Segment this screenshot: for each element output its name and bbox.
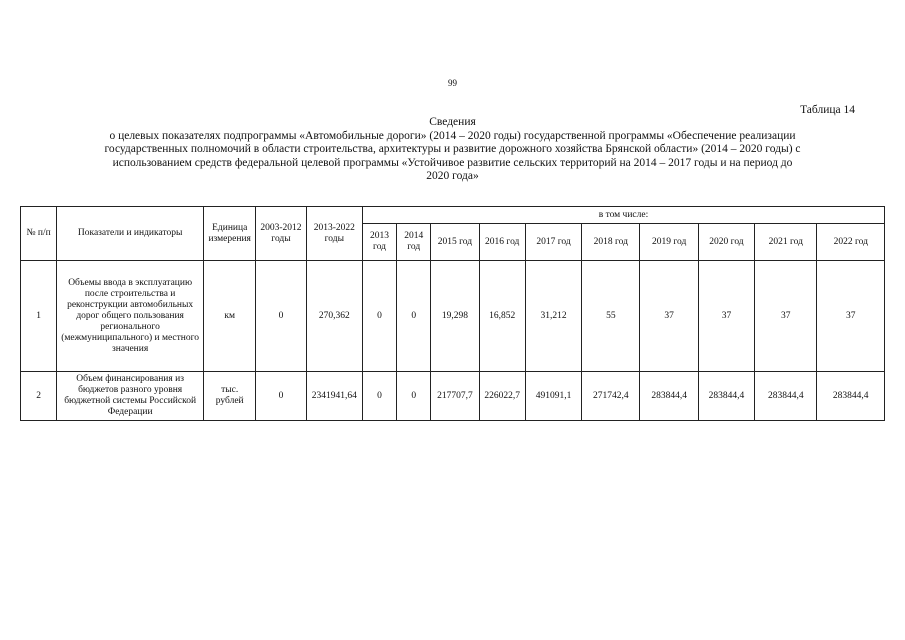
cell-year-value: 31,212 bbox=[525, 261, 581, 372]
cell-year-value: 283844,4 bbox=[698, 372, 754, 421]
cell-num: 2 bbox=[21, 372, 57, 421]
header-year: 2022 год bbox=[817, 224, 885, 261]
cell-year-value: 37 bbox=[698, 261, 754, 372]
header-period-2013-2022: 2013-2022 годы bbox=[306, 207, 362, 261]
cell-unit: км bbox=[204, 261, 256, 372]
header-year: 2014 год bbox=[397, 224, 431, 261]
header-year: 2013 год bbox=[362, 224, 396, 261]
heading-line: государственных полномочий в области строительства, архитектуры и развитие дорожного хозяйства Брянской области» (2014 – 2020 годы) с bbox=[104, 143, 801, 155]
table-row bbox=[21, 261, 885, 372]
document-heading bbox=[40, 116, 865, 184]
header-year: 2015 год bbox=[431, 224, 479, 261]
cell-year-value: 0 bbox=[362, 261, 396, 372]
heading-line: о целевых показателях подпрограммы «Автомобильные дороги» (2014 – 2020 годы) государственной программы «Обеспечение реализации bbox=[109, 129, 796, 142]
cell-indicator: Объем финансирования из бюджетов разного уровня бюджетной системы Российской Федерации bbox=[57, 372, 204, 421]
table-row bbox=[21, 372, 885, 421]
cell-year-value: 0 bbox=[397, 372, 431, 421]
cell-year-value: 283844,4 bbox=[755, 372, 817, 421]
cell-year-value: 283844,4 bbox=[640, 372, 698, 421]
cell-year-value: 16,852 bbox=[479, 261, 525, 372]
cell-indicator: Объемы ввода в эксплуатацию после строительства и реконструкции автомобильных дорог общего пользования регионального (межмуниципального) и местного значения bbox=[57, 261, 204, 372]
header-year: 2016 год bbox=[479, 224, 525, 261]
cell-year-value: 37 bbox=[640, 261, 698, 372]
cell-year-value: 271742,4 bbox=[582, 372, 640, 421]
header-subgroup: в том числе: bbox=[362, 207, 884, 224]
header-year: 2019 год bbox=[640, 224, 698, 261]
cell-year-value: 55 bbox=[582, 261, 640, 372]
header-year: 2018 год bbox=[582, 224, 640, 261]
page-number: 99 bbox=[448, 78, 457, 88]
cell-year-value: 283844,4 bbox=[817, 372, 885, 421]
cell-year-value: 37 bbox=[817, 261, 885, 372]
header-num: № п/п bbox=[21, 207, 57, 261]
cell-year-value: 19,298 bbox=[431, 261, 479, 372]
cell-num: 1 bbox=[21, 261, 57, 372]
cell-year-value: 226022,7 bbox=[479, 372, 525, 421]
cell-period-2013-2022: 2341941,64 bbox=[306, 372, 362, 421]
header-unit: Единица измерения bbox=[204, 207, 256, 261]
header-period-2003-2012: 2003-2012 годы bbox=[256, 207, 306, 261]
table-label: Таблица 14 bbox=[800, 104, 855, 116]
indicators-table bbox=[20, 206, 885, 421]
header-year: 2020 год bbox=[698, 224, 754, 261]
header-indicator: Показатели и индикаторы bbox=[57, 207, 204, 261]
cell-period-2013-2022: 270,362 bbox=[306, 261, 362, 372]
header-year: 2021 год bbox=[755, 224, 817, 261]
header-year: 2017 год bbox=[525, 224, 581, 261]
cell-year-value: 491091,1 bbox=[525, 372, 581, 421]
cell-year-value: 0 bbox=[397, 261, 431, 372]
cell-year-value: 217707,7 bbox=[431, 372, 479, 421]
heading-line: 2020 года» bbox=[426, 170, 479, 182]
heading-line: использованием средств федеральной целевой программы «Устойчивое развитие сельских территорий на 2014 – 2017 годы и на период до bbox=[112, 156, 793, 169]
cell-period-2003-2012: 0 bbox=[256, 261, 306, 372]
cell-year-value: 0 bbox=[362, 372, 396, 421]
cell-unit: тыс. рублей bbox=[204, 372, 256, 421]
cell-period-2003-2012: 0 bbox=[256, 372, 306, 421]
heading-line: Сведения bbox=[429, 116, 476, 128]
cell-year-value: 37 bbox=[755, 261, 817, 372]
